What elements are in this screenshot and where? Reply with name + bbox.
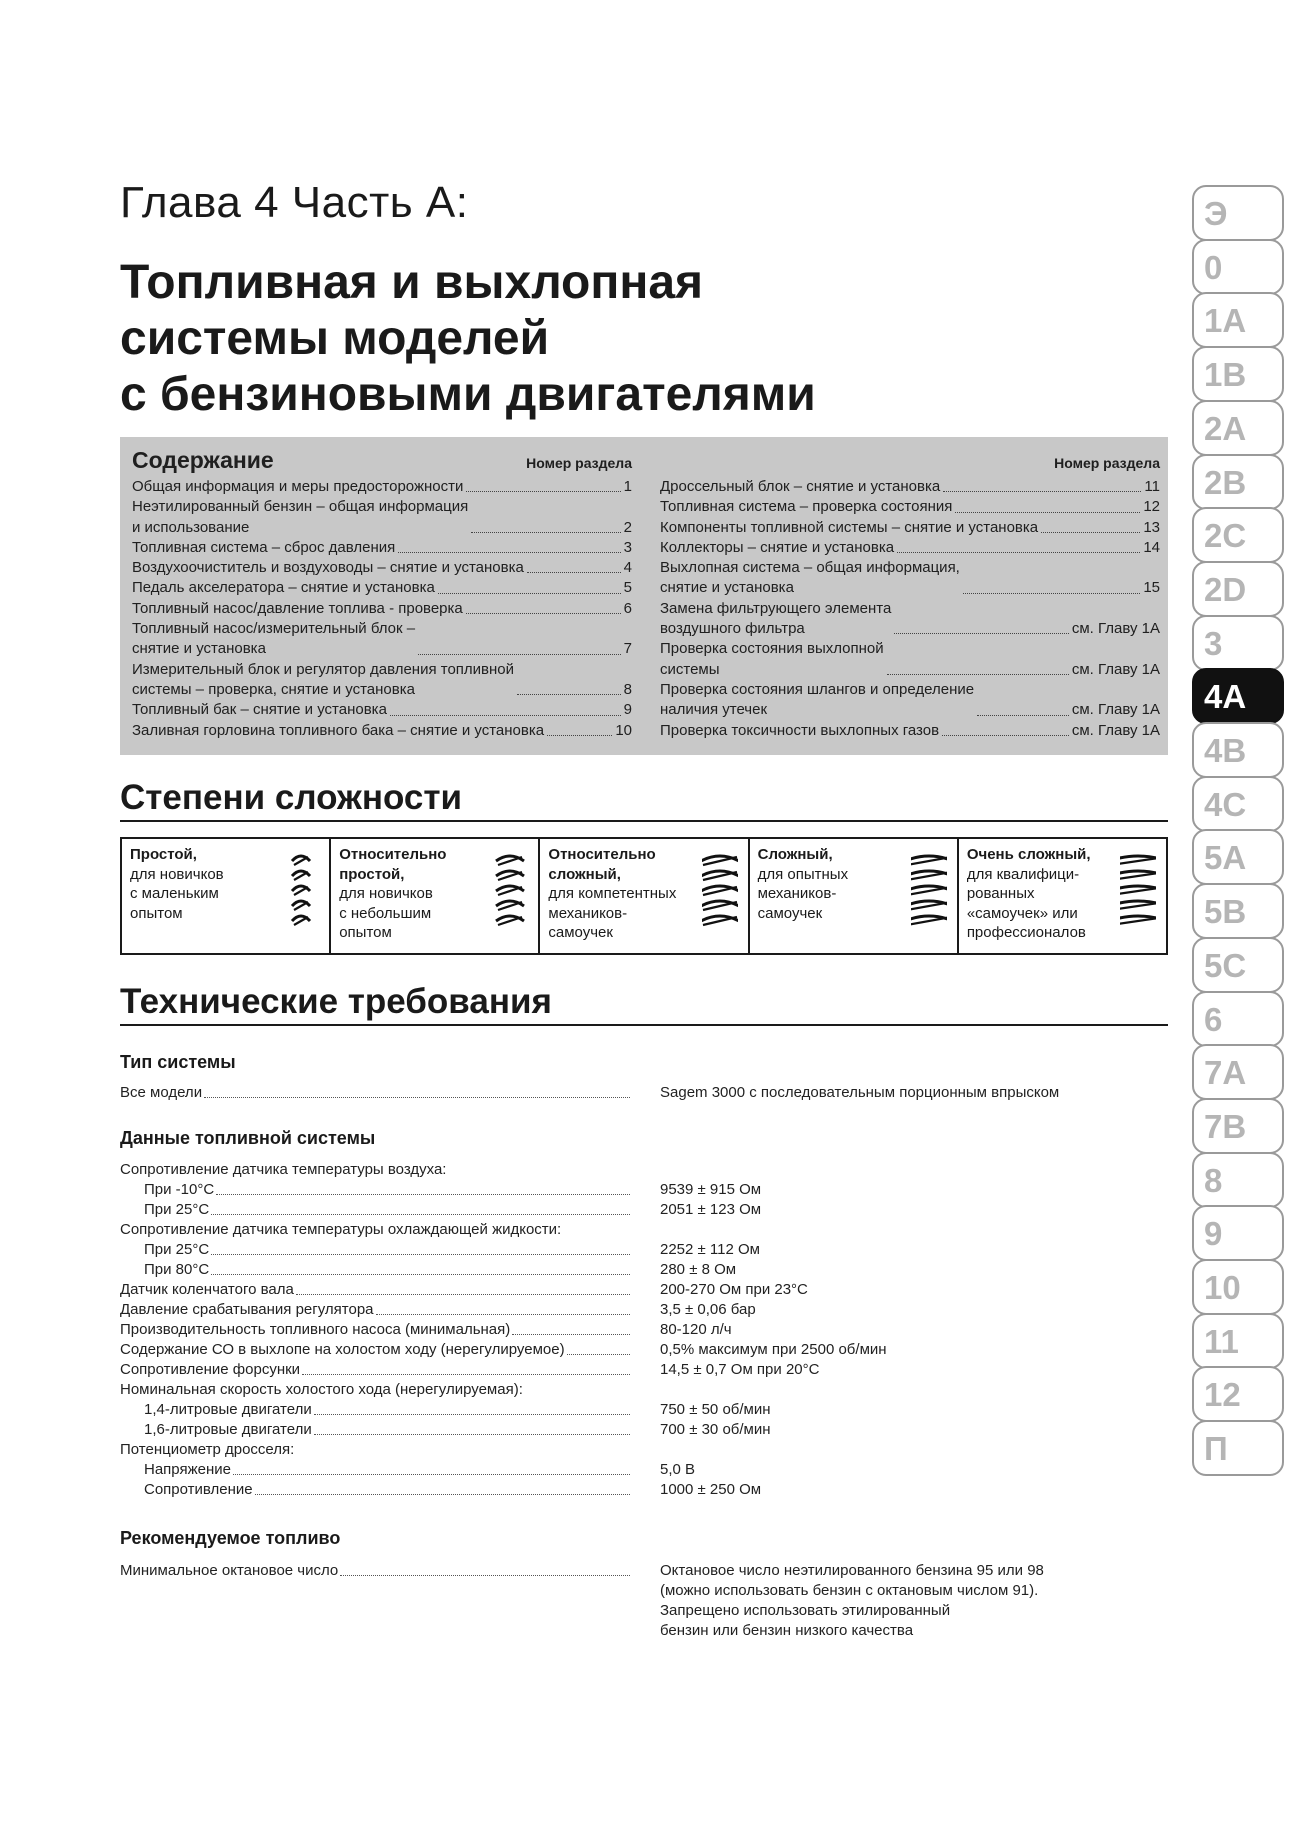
chapter-tab[interactable]: 3 (1192, 615, 1284, 671)
toc-entry-text: Общая информация и меры предосторожности (132, 478, 464, 495)
chapter-tab[interactable]: 2А (1192, 400, 1284, 456)
toc-entry (132, 721, 632, 741)
chapter-title-line: системы моделей (120, 312, 550, 365)
dot-leader (466, 491, 620, 492)
spec-value: 0,5% максимум при 2500 об/мин (660, 1341, 887, 1358)
toc-entry (660, 518, 1160, 538)
dot-leader (438, 593, 621, 594)
spec-value: Октановое число неэтилированного бензина 95 или 98 (можно использовать бензин с октановым числом 91). Запрещено использовать этилированный бензин или бензин низкого качества (660, 1562, 1044, 1639)
toc-entry-number: 5 (623, 579, 632, 597)
toc-left-list (132, 477, 632, 741)
toc-entry-number: 1 (623, 478, 632, 495)
toc-entry (132, 538, 632, 558)
chapter-tab[interactable]: 8 (1192, 1152, 1284, 1208)
dot-leader (517, 694, 621, 695)
section-number-label: Номер раздела (526, 455, 632, 471)
spec-label: Содержание СО в выхлопе на холостом ходу (нерегулируемое) (120, 1341, 565, 1358)
chapter-tab[interactable]: 0 (1192, 239, 1284, 295)
toc-entry-number: 4 (623, 559, 632, 577)
toc-entry (660, 497, 1160, 517)
difficulty-heading: Степени сложности (120, 778, 1168, 822)
chapter-tab[interactable]: 1В (1192, 346, 1284, 402)
spec-subheading: Тип системы (120, 1052, 236, 1072)
toc-entry-text: Педаль акселератора – снятие и установка (132, 579, 435, 597)
difficulty-level (329, 839, 538, 953)
toc-entry-number: см. Главу 1А (1071, 701, 1160, 719)
dot-leader (1041, 532, 1140, 533)
spec-label: Напряжение (144, 1461, 231, 1478)
contents-header (132, 447, 632, 477)
chapter-tab[interactable]: 6 (1192, 991, 1284, 1047)
toc-entry-text: Неэтилированный бензин – общая информация и использование (132, 498, 469, 536)
dot-leader (211, 1274, 630, 1275)
toc-entry-text: Топливный бак – снятие и установка (132, 701, 387, 719)
toc-entry-number: 9 (623, 701, 632, 719)
chapter-tab[interactable]: 2В (1192, 454, 1284, 510)
chapter-title (120, 255, 1020, 423)
tech-heading: Технические требования (120, 982, 1168, 1026)
toc-entry-text: Выхлопная система – общая информация, снятие и установка (660, 559, 960, 597)
difficulty-level-name: Относительно сложный, (548, 846, 656, 883)
chapter-tab[interactable]: 10 (1192, 1259, 1284, 1315)
chapter-tab[interactable]: Э (1192, 185, 1284, 241)
toc-entry-number: 14 (1143, 538, 1160, 556)
dot-leader (942, 735, 1069, 736)
toc-entry-number: 15 (1143, 579, 1160, 597)
dot-leader (211, 1254, 630, 1255)
dot-leader (216, 1194, 630, 1195)
toc-entry-text: Проверка токсичности выхлопных газов (660, 721, 940, 739)
spec-value: 200-270 Ом при 23°С (660, 1281, 808, 1298)
toc-entry-text: Замена фильтрующего элемента воздушного фильтра (660, 599, 892, 638)
chapter-tab[interactable]: 7В (1192, 1098, 1284, 1154)
dot-leader (390, 715, 621, 716)
chapter-tab[interactable]: 5А (1192, 829, 1284, 885)
spec-label: Потенциометр дросселя: (120, 1441, 295, 1458)
chapter-tab[interactable]: 2D (1192, 561, 1284, 617)
toc-entry (132, 619, 632, 660)
difficulty-box (120, 837, 1168, 955)
difficulty-level (957, 839, 1166, 953)
difficulty-level-description: для новичков с маленьким опытом (130, 865, 224, 922)
toc-entry (132, 477, 632, 497)
toc-entry-text: Топливный насос/давление топлива - проверка (132, 599, 463, 617)
dot-leader (233, 1474, 630, 1475)
spec-label: Минимальное октановое число (120, 1562, 339, 1579)
wrench-rating-icon (702, 849, 738, 927)
dot-leader (418, 654, 621, 655)
dot-leader (547, 735, 612, 736)
toc-entry-number: 11 (1144, 478, 1160, 495)
dot-leader (211, 1214, 630, 1215)
spec-label: При 80°С (144, 1261, 210, 1278)
spec-label: При 25°С (144, 1241, 210, 1258)
dot-leader (955, 512, 1140, 513)
spec-value: 280 ± 8 Ом (660, 1261, 737, 1278)
chapter-tab[interactable]: 9 (1192, 1205, 1284, 1261)
spec-value: 2051 ± 123 Ом (660, 1201, 762, 1218)
difficulty-level-description: для компетентных механиков- самоучек (548, 885, 677, 941)
toc-entry-number: см. Главу 1А (1071, 620, 1160, 638)
spec-label: Датчик коленчатого вала (120, 1281, 294, 1298)
dot-leader (466, 613, 621, 614)
toc-entry-number: 8 (623, 680, 632, 698)
spec-subheading: Рекомендуемое топливо (120, 1528, 341, 1548)
toc-entry-number: см. Главу 1А (1071, 660, 1160, 678)
toc-entry-number: 13 (1143, 518, 1160, 536)
dot-leader (977, 715, 1069, 716)
chapter-tab[interactable]: 5В (1192, 883, 1284, 939)
difficulty-level-description: для новичков с небольшим опытом (339, 885, 433, 941)
dot-leader (255, 1494, 630, 1495)
wrench-rating-icon (492, 849, 528, 927)
chapter-label: Глава 4 Часть А: (120, 178, 469, 227)
toc-entry-number: 2 (623, 518, 632, 536)
dot-leader (567, 1354, 630, 1355)
spec-label: Сопротивление датчика температуры охлаждающей жидкости: (120, 1221, 562, 1238)
chapter-tab[interactable]: 7А (1192, 1044, 1284, 1100)
spec-value: 1000 ± 250 Ом (660, 1481, 762, 1498)
spec-value: 3,5 ± 0,06 бар (660, 1301, 756, 1318)
toc-entry-text: Дроссельный блок – снятие и установка (660, 478, 941, 495)
toc-entry-text: Компоненты топливной системы – снятие и установка (660, 518, 1039, 536)
toc-entry (660, 680, 1160, 721)
toc-entry (660, 538, 1160, 558)
difficulty-level (748, 839, 957, 953)
spec-value: 14,5 ± 0,7 Ом при 20°С (660, 1361, 820, 1378)
dot-leader (204, 1097, 630, 1098)
toc-entry-text: Топливная система – проверка состояния (660, 498, 953, 516)
spec-value: 750 ± 50 об/мин (660, 1401, 771, 1418)
chapter-tab[interactable]: 4С (1192, 776, 1284, 832)
spec-label: Сопротивление (144, 1481, 253, 1498)
difficulty-level-name: Относительно простой, (339, 846, 447, 883)
toc-entry (132, 578, 632, 598)
toc-entry-text: Заливная горловина топливного бака – снятие и установка (132, 721, 545, 739)
dot-leader (471, 532, 620, 533)
spec-value: 9539 ± 915 Ом (660, 1181, 762, 1198)
contents-left-column (132, 447, 632, 741)
spec-label: Номинальная скорость холостого хода (нерегулируемая): (120, 1381, 523, 1398)
section-number-label: Номер раздела (1054, 455, 1160, 471)
contents-right-column (660, 447, 1160, 741)
dot-leader (894, 633, 1068, 634)
dot-leader (897, 552, 1140, 553)
chapter-tab[interactable]: 5С (1192, 937, 1284, 993)
spec-value: 80-120 л/ч (660, 1321, 732, 1338)
wrench-rating-icon (911, 849, 947, 927)
toc-entry-number: 7 (623, 640, 632, 658)
spec-label: Сопротивление форсунки (120, 1361, 301, 1378)
dot-leader (376, 1314, 630, 1315)
toc-entry-text: Воздухоочиститель и воздуховоды – снятие и установка (132, 559, 524, 577)
dot-leader (314, 1434, 630, 1435)
chapter-title-line: с бензиновыми двигателями (120, 368, 816, 421)
spec-label: При 25°С (144, 1201, 210, 1218)
contents-heading: Содержание (132, 447, 274, 473)
toc-entry (132, 497, 632, 538)
toc-entry (132, 558, 632, 578)
dot-leader (963, 593, 1140, 594)
dot-leader (512, 1334, 630, 1335)
difficulty-level-description: для квалифици- рованных «самоучек» или профессионалов (966, 865, 1086, 941)
spec-label: При -10°С (144, 1181, 215, 1198)
chapter-tab[interactable]: 11 (1192, 1313, 1284, 1369)
toc-entry (132, 700, 632, 720)
spec-label: Давление срабатывания регулятора (120, 1301, 374, 1318)
toc-entry-text: Топливный насос/измерительный блок – снятие и установка (132, 620, 416, 658)
toc-entry (660, 558, 1160, 599)
wrench-rating-icon (283, 849, 319, 927)
toc-entry-number: 6 (623, 599, 632, 617)
difficulty-level-name: Очень сложный, (966, 846, 1091, 863)
contents-box (120, 437, 1168, 755)
toc-entry-number: 3 (623, 538, 632, 556)
toc-right-list (660, 477, 1160, 741)
spec-subheading: Данные топливной системы (120, 1128, 376, 1148)
spec-value: 5,0 В (660, 1461, 696, 1478)
difficulty-level (122, 839, 329, 953)
toc-entry-number: 12 (1143, 498, 1160, 516)
spec-value: 2252 ± 112 Ом (660, 1241, 760, 1258)
toc-entry-number: см. Главу 1А (1071, 721, 1160, 739)
spec-value: 700 ± 30 об/мин (660, 1421, 771, 1438)
difficulty-level-description: для опытных механиков- самоучек (757, 865, 849, 922)
wrench-rating-icon (1120, 849, 1156, 927)
spec-label: 1,4-литровые двигатели (144, 1401, 312, 1418)
chapter-title-line: Топливная и выхлопная (120, 256, 704, 309)
spec-label: Производительность топливного насоса (минимальная) (120, 1321, 511, 1338)
difficulty-level-name: Сложный, (757, 846, 833, 863)
toc-entry-text: Коллекторы – снятие и установка (660, 538, 895, 556)
toc-entry-text: Проверка состояния выхлопной системы (660, 640, 884, 678)
dot-leader (340, 1575, 630, 1576)
dot-leader (527, 572, 621, 573)
dot-leader (314, 1414, 630, 1415)
difficulty-level (538, 839, 747, 953)
difficulty-level-name: Простой, (130, 846, 197, 863)
spec-label: Сопротивление датчика температуры воздуха: (120, 1161, 447, 1178)
dot-leader (943, 491, 1141, 492)
dot-leader (398, 552, 620, 553)
toc-entry (132, 599, 632, 619)
toc-entry (660, 599, 1160, 640)
toc-entry-text: Топливная система – сброс давления (132, 538, 396, 556)
dot-leader (296, 1294, 630, 1295)
spec-label: Все модели (120, 1084, 203, 1101)
toc-entry-text: Измерительный блок и регулятор давления топливной системы – проверка, снятие и установка (132, 660, 515, 698)
toc-entry-number: 10 (615, 721, 632, 739)
toc-entry-text: Проверка состояния шлангов и определение наличия утечек (660, 680, 975, 719)
toc-entry (660, 721, 1160, 741)
chapter-tab[interactable]: П (1192, 1420, 1284, 1476)
spec-label: 1,6-литровые двигатели (144, 1421, 312, 1438)
contents-header (660, 447, 1160, 477)
toc-entry (660, 639, 1160, 680)
dot-leader (887, 674, 1069, 675)
dot-leader (302, 1374, 630, 1375)
chapter-tab[interactable]: 12 (1192, 1366, 1284, 1422)
chapter-tab[interactable]: 1А (1192, 292, 1284, 348)
spec-value: Sagem 3000 с последовательным порционным впрыском (660, 1084, 1060, 1101)
toc-entry (132, 660, 632, 701)
chapter-tab[interactable]: 4А (1192, 668, 1284, 724)
toc-entry (660, 477, 1160, 497)
chapter-tab[interactable]: 2С (1192, 507, 1284, 563)
chapter-tab[interactable]: 4В (1192, 722, 1284, 778)
